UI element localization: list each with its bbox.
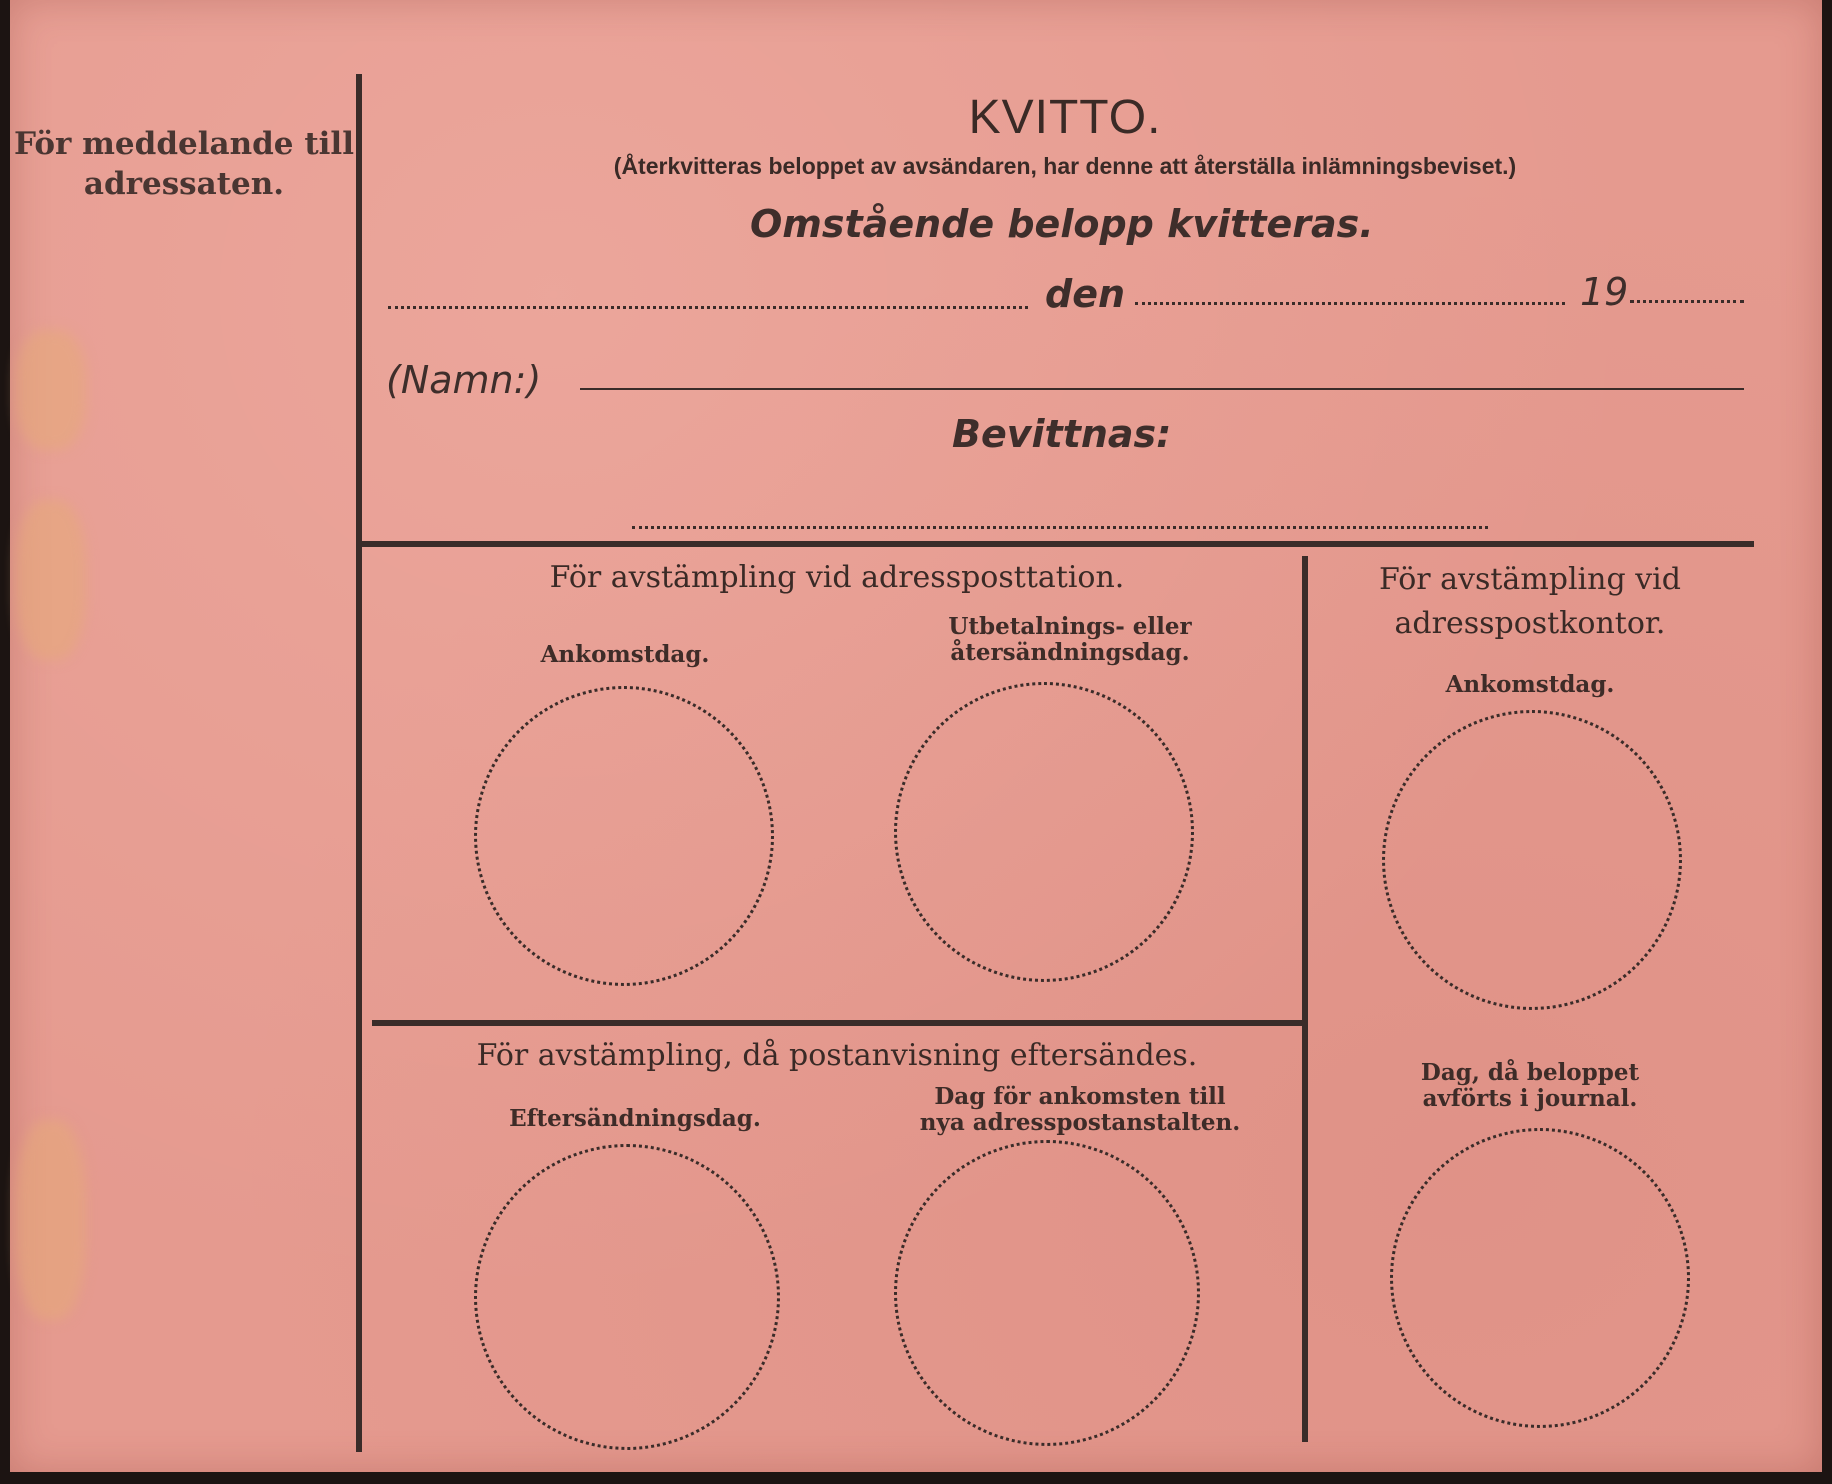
witness-label: Bevittnas: bbox=[952, 412, 1172, 456]
lower-divider-line bbox=[372, 1020, 1306, 1026]
payout-label bbox=[870, 614, 1270, 666]
side-note-line2: adressaten. bbox=[83, 166, 285, 202]
new-arrival-label-line2: nya adresspostanstalten. bbox=[919, 1109, 1241, 1136]
side-note bbox=[14, 124, 354, 204]
forwarded-heading: För avstämpling, då postanvisning eftersändes. bbox=[476, 1038, 1198, 1073]
paper-stain bbox=[16, 330, 86, 450]
address-office-heading-line2: adresspostkontor. bbox=[1394, 606, 1666, 641]
side-note-line1: För meddelande till bbox=[14, 126, 354, 162]
witness-line bbox=[632, 526, 1488, 529]
money-order-receipt-form bbox=[10, 0, 1822, 1472]
new-arrival-stamp-circle bbox=[894, 1140, 1200, 1446]
payout-label-line1: Utbetalnings- eller bbox=[948, 613, 1192, 640]
year-line bbox=[1630, 300, 1744, 303]
center-divider-line bbox=[1302, 556, 1308, 1442]
receipt-text: Omstående belopp kvitteras. bbox=[750, 202, 1374, 246]
office-arrival-label: Ankomstdag. bbox=[1445, 671, 1615, 698]
name-label: (Namn:) bbox=[386, 358, 542, 402]
place-line bbox=[388, 306, 1028, 309]
form-title: KVITTO. bbox=[968, 91, 1162, 144]
address-station-heading: För avstämpling vid adressposttation. bbox=[549, 560, 1125, 595]
date-line bbox=[1135, 302, 1565, 305]
left-border-line bbox=[356, 74, 362, 1452]
arrival-stamp-circle bbox=[474, 686, 774, 986]
new-arrival-label-line1: Dag för ankomsten till bbox=[934, 1083, 1226, 1110]
payout-stamp-circle bbox=[894, 682, 1194, 982]
paper-stain bbox=[16, 1120, 86, 1320]
forward-stamp-circle bbox=[474, 1144, 780, 1450]
forward-label: Eftersändningsdag. bbox=[509, 1105, 761, 1132]
address-office-heading-line1: För avstämpling vid bbox=[1379, 562, 1681, 597]
journal-label-line1: Dag, då beloppet bbox=[1420, 1059, 1640, 1086]
year-prefix: 19 bbox=[1580, 270, 1629, 314]
office-arrival-stamp-circle bbox=[1382, 710, 1682, 1010]
form-subtitle: (Återkvitteras beloppet av avsändaren, har denne att återställa inlämningsbeviset.) bbox=[613, 153, 1517, 179]
payout-label-line2: återsändningsdag. bbox=[950, 639, 1190, 666]
paper-stain bbox=[16, 500, 86, 660]
journal-label bbox=[1310, 1060, 1750, 1112]
arrival-label: Ankomstdag. bbox=[540, 641, 710, 668]
name-line bbox=[580, 388, 1744, 390]
journal-stamp-circle bbox=[1390, 1128, 1690, 1428]
new-arrival-label bbox=[870, 1084, 1290, 1136]
header-divider-line bbox=[362, 541, 1754, 547]
date-word: den bbox=[1045, 272, 1126, 316]
address-office-heading bbox=[1310, 558, 1750, 646]
journal-label-line2: avförts i journal. bbox=[1422, 1085, 1638, 1112]
